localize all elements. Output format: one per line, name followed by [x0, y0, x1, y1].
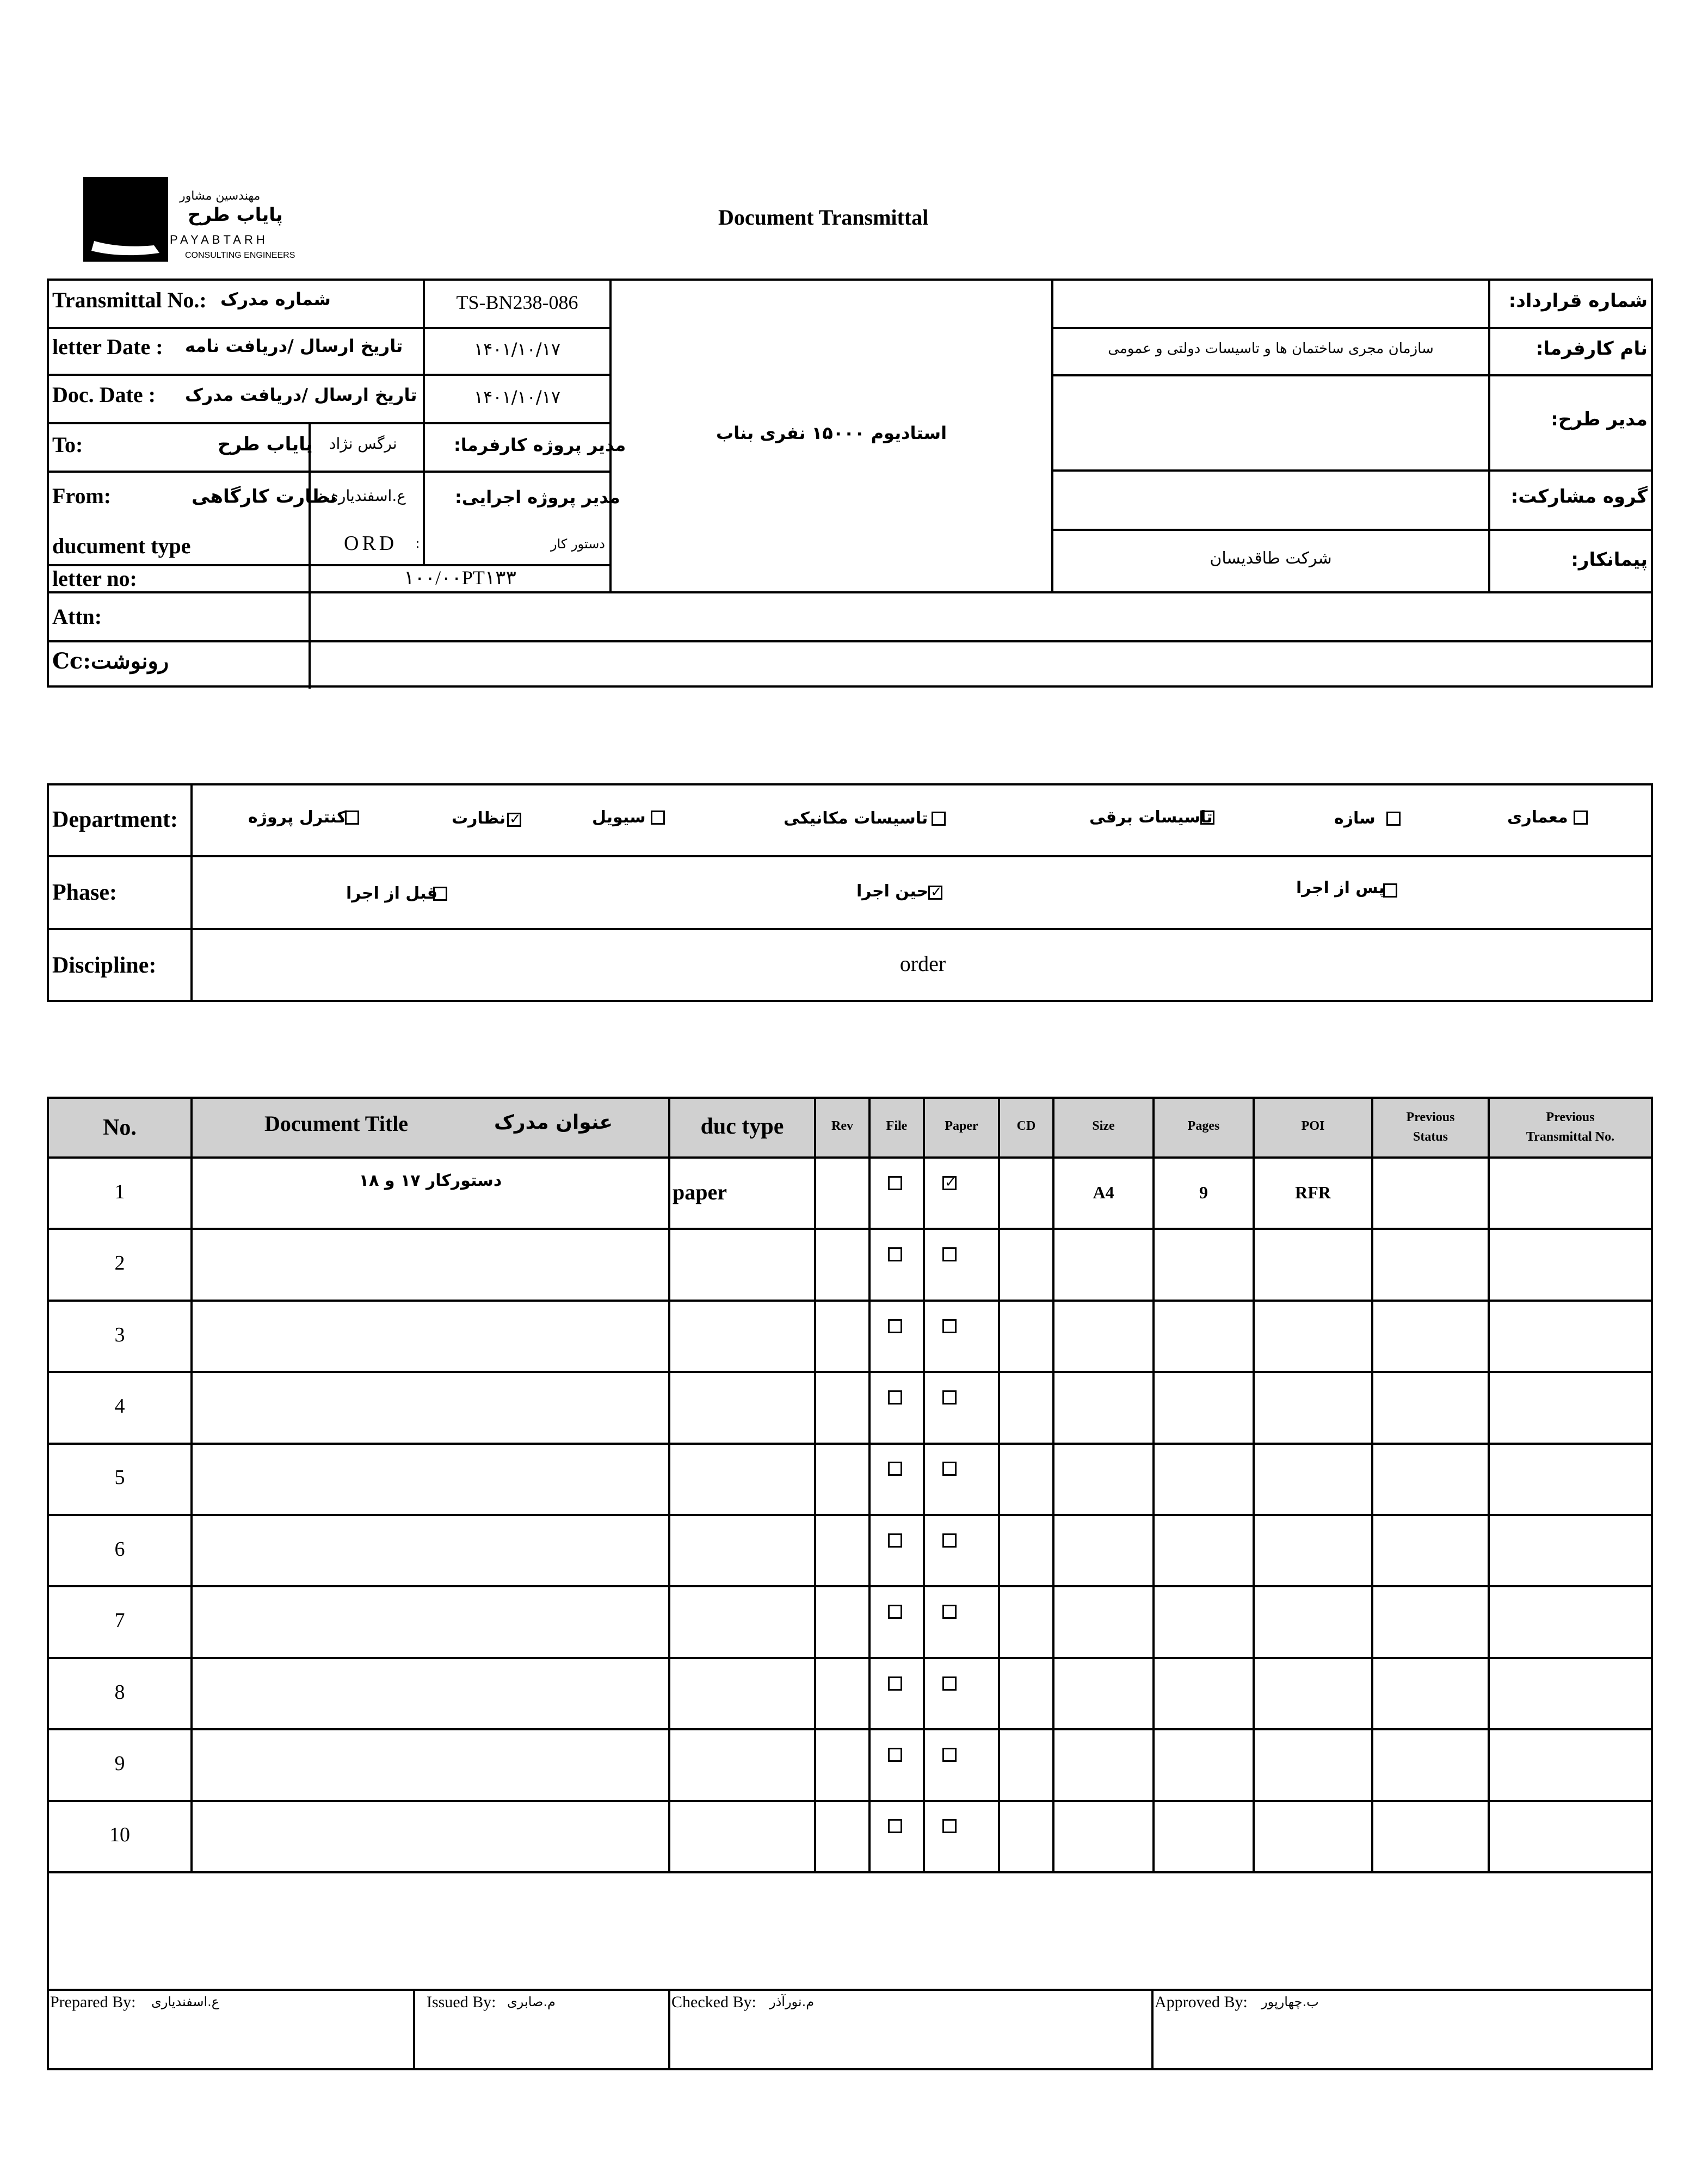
cc-label: Cc:رونوشت [52, 648, 169, 674]
issued-by-label: Issued By: [427, 1993, 496, 2011]
row-paper-checkbox[interactable] [942, 1533, 957, 1548]
discipline-label: Discipline: [52, 953, 157, 978]
row-file-checkbox[interactable] [888, 1462, 902, 1476]
doc-date-label-fa: تاریخ ارسال /دریافت مدرک [185, 385, 417, 405]
checkbox-mechanical[interactable] [932, 812, 946, 826]
doc-type-value: ORD [344, 532, 398, 555]
row-file-checkbox[interactable] [888, 1748, 902, 1762]
header-file: File [886, 1119, 908, 1133]
table-column-separator [668, 1097, 670, 1872]
phase-before-label: قبل از اجرا [346, 884, 437, 903]
row-document-title: دستورکار ۱۷ و ۱۸ [359, 1171, 502, 1190]
letter-date-label: letter Date : [52, 335, 163, 359]
logo-company-fa-top: مهندسین مشاور [180, 189, 261, 203]
row-file-checkbox[interactable] [888, 1819, 902, 1833]
table-row-separator [47, 1657, 1653, 1659]
discipline-value: order [899, 951, 946, 976]
header-paper: Paper [945, 1119, 978, 1133]
logo-company-fa: پایاب طرح [188, 204, 283, 226]
table-column-separator [998, 1097, 1000, 1872]
header-title-fa: عنوان مدرک [494, 1111, 613, 1134]
page-title: Document Transmittal [718, 205, 929, 230]
checked-by-name: م.نورآذر [769, 1994, 815, 2009]
department-label: Department: [52, 807, 178, 832]
letter-no-label: letter no: [52, 566, 137, 591]
dept-mechanical-label: تاسیسات مکانیکی [784, 809, 928, 828]
row-number: 1 [114, 1180, 125, 1203]
header-pages: Pages [1187, 1119, 1220, 1133]
table-column-separator [1052, 1097, 1054, 1872]
logo-company-en: PAYABTARH [170, 233, 268, 246]
checkbox-project-control[interactable] [345, 811, 359, 825]
header-prev-trans-1: Previous [1546, 1110, 1595, 1124]
doc-type-colon: : [416, 535, 420, 551]
to-value: پایاب طرح [218, 434, 313, 455]
table-column-separator [1152, 1097, 1155, 1872]
row-file-checkbox[interactable] [888, 1319, 902, 1333]
project-name: استادیوم ۱۵۰۰۰ نفری بناب [716, 423, 947, 443]
header-prev-trans-2: Transmittal No. [1526, 1130, 1615, 1144]
client-pm-name: نرگس نژاد [329, 435, 397, 453]
exec-pm-name: ع.اسفندیاری [326, 487, 406, 505]
table-column-separator [868, 1097, 871, 1872]
checkbox-phase-during[interactable] [928, 886, 942, 900]
table-row-separator [47, 1585, 1653, 1587]
header-no: No. [103, 1115, 137, 1140]
letter-date-label-fa: تاریخ ارسال /دریافت نامه [185, 336, 403, 356]
row-pages: 9 [1199, 1183, 1208, 1202]
checkbox-architecture[interactable] [1574, 811, 1588, 825]
header-title-en: Document Title [264, 1111, 409, 1136]
checkbox-structure[interactable] [1386, 812, 1401, 826]
row-number: 5 [114, 1466, 125, 1489]
attn-label: Attn: [52, 604, 102, 629]
approved-by-name: ب.چهارپور [1261, 1994, 1319, 2009]
header-prev-status-2: Status [1413, 1130, 1448, 1144]
table-column-separator [1253, 1097, 1255, 1872]
row-poi: RFR [1295, 1183, 1331, 1202]
transmittal-no-label: Transmittal No.: [52, 288, 207, 312]
row-paper-checkbox[interactable] [942, 1462, 957, 1476]
row-number: 3 [114, 1323, 125, 1346]
header-size: Size [1092, 1119, 1115, 1133]
row-number: 8 [114, 1681, 125, 1704]
table-column-separator [190, 1097, 193, 1872]
row-paper-checkbox[interactable] [942, 1390, 957, 1405]
dept-architecture-label: معماری [1507, 808, 1568, 827]
dept-project-control-label: کنترل پروژه [248, 808, 347, 827]
dept-civil-label: سیویل [592, 808, 646, 827]
row-paper-checkbox[interactable] [942, 1247, 957, 1261]
row-number: 10 [109, 1823, 130, 1846]
phase-during-label: حین اجرا [856, 882, 929, 901]
checked-by-label: Checked By: [671, 1993, 756, 2011]
employer-value: سازمان مجری ساختمان ها و تاسیسات دولتی و عمومی [1108, 341, 1434, 357]
header-rev: Rev [831, 1119, 853, 1133]
table-row-separator [47, 1300, 1653, 1302]
phase-label: Phase: [52, 880, 117, 905]
doc-date-value: ۱۴۰۱/۱۰/۱۷ [473, 387, 561, 407]
row-paper-checkbox[interactable] [942, 1605, 957, 1619]
exec-pm-label: مدیر پروژه اجرایی: [455, 487, 620, 508]
prepared-by-name: ع.اسفندیاری [151, 1994, 220, 2009]
row-paper-checkbox[interactable] [942, 1748, 957, 1762]
row-number: 9 [114, 1752, 125, 1775]
dept-structure-label: سازه [1334, 809, 1376, 828]
table-column-separator [1371, 1097, 1373, 1872]
client-pm-label: مدیر پروژه کارفرما: [454, 435, 626, 455]
contractor-value: شرکت طاقدیسان [1210, 549, 1332, 568]
header-prev-status-1: Previous [1406, 1110, 1455, 1124]
table-row-separator [47, 1514, 1653, 1516]
to-label: To: [52, 432, 83, 457]
from-label: From: [52, 484, 112, 508]
approved-by-label: Approved By: [1155, 1993, 1248, 2011]
table-row-separator [47, 1156, 1653, 1159]
issued-by-name: م.صابری [507, 1994, 556, 2009]
logo-company-sub: CONSULTING ENGINEERS [185, 251, 295, 260]
header-cd: CD [1016, 1119, 1036, 1133]
doc-type-label: ducument type [52, 534, 191, 558]
row-file-checkbox[interactable] [888, 1676, 902, 1691]
table-row-separator [47, 1371, 1653, 1373]
row-paper-checkbox[interactable] [942, 1819, 957, 1833]
checkbox-phase-after[interactable] [1383, 883, 1397, 898]
table-column-separator [923, 1097, 925, 1872]
row-size: A4 [1093, 1183, 1114, 1202]
checkbox-supervision[interactable] [507, 813, 521, 827]
row-paper-checkbox[interactable] [942, 1319, 957, 1333]
table-row-separator [47, 1871, 1653, 1873]
transmittal-no-label-fa: شماره مدرک [220, 289, 331, 310]
row-file-checkbox[interactable] [888, 1176, 902, 1190]
partnership-label: گروه مشارکت: [1510, 486, 1648, 508]
row-paper-checkbox[interactable] [942, 1676, 957, 1691]
table-column-separator [814, 1097, 816, 1872]
table-row-separator [47, 1443, 1653, 1445]
contractor-label: پیمانکار: [1571, 549, 1648, 571]
dept-electrical-label: تاسیسات برقی [1089, 808, 1213, 827]
row-file-checkbox[interactable] [888, 1605, 902, 1619]
dept-supervision-label: نظارت [452, 809, 506, 828]
doc-date-label: Doc. Date : [52, 382, 156, 407]
logo-mark [83, 177, 168, 262]
row-duc-type: paper [673, 1180, 727, 1204]
doc-type-fa: دستور کار [551, 536, 605, 552]
table-column-separator [1488, 1097, 1490, 1872]
prepared-by-label: Prepared By: [50, 1993, 136, 2011]
header-poi: POI [1301, 1119, 1325, 1133]
table-row-separator [47, 1800, 1653, 1802]
checkbox-civil[interactable] [651, 811, 665, 825]
row-number: 4 [114, 1395, 125, 1418]
row-number: 7 [114, 1609, 125, 1632]
letter-no-value: ۱۰۰/۰۰PT۱۳۳ [404, 567, 516, 589]
phase-after-label: پس از اجرا [1296, 878, 1385, 898]
design-manager-label: مدیر طرح: [1551, 409, 1648, 430]
employer-label: نام کارفرما: [1535, 338, 1648, 360]
contract-no-label: شماره قرارداد: [1508, 290, 1648, 312]
letter-date-value: ۱۴۰۱/۱۰/۱۷ [473, 339, 561, 360]
table-row-separator [47, 1228, 1653, 1230]
row-paper-checkbox[interactable] [942, 1176, 957, 1190]
row-file-checkbox[interactable] [888, 1533, 902, 1548]
row-file-checkbox[interactable] [888, 1390, 902, 1405]
row-number: 2 [114, 1252, 125, 1274]
header-duc-type: duc type [700, 1114, 784, 1139]
table-row-separator [47, 1728, 1653, 1730]
transmittal-no-value: TS-BN238-086 [456, 292, 578, 313]
row-file-checkbox[interactable] [888, 1247, 902, 1261]
row-number: 6 [114, 1538, 125, 1561]
from-value: نظارت کارگاهی [192, 486, 337, 508]
